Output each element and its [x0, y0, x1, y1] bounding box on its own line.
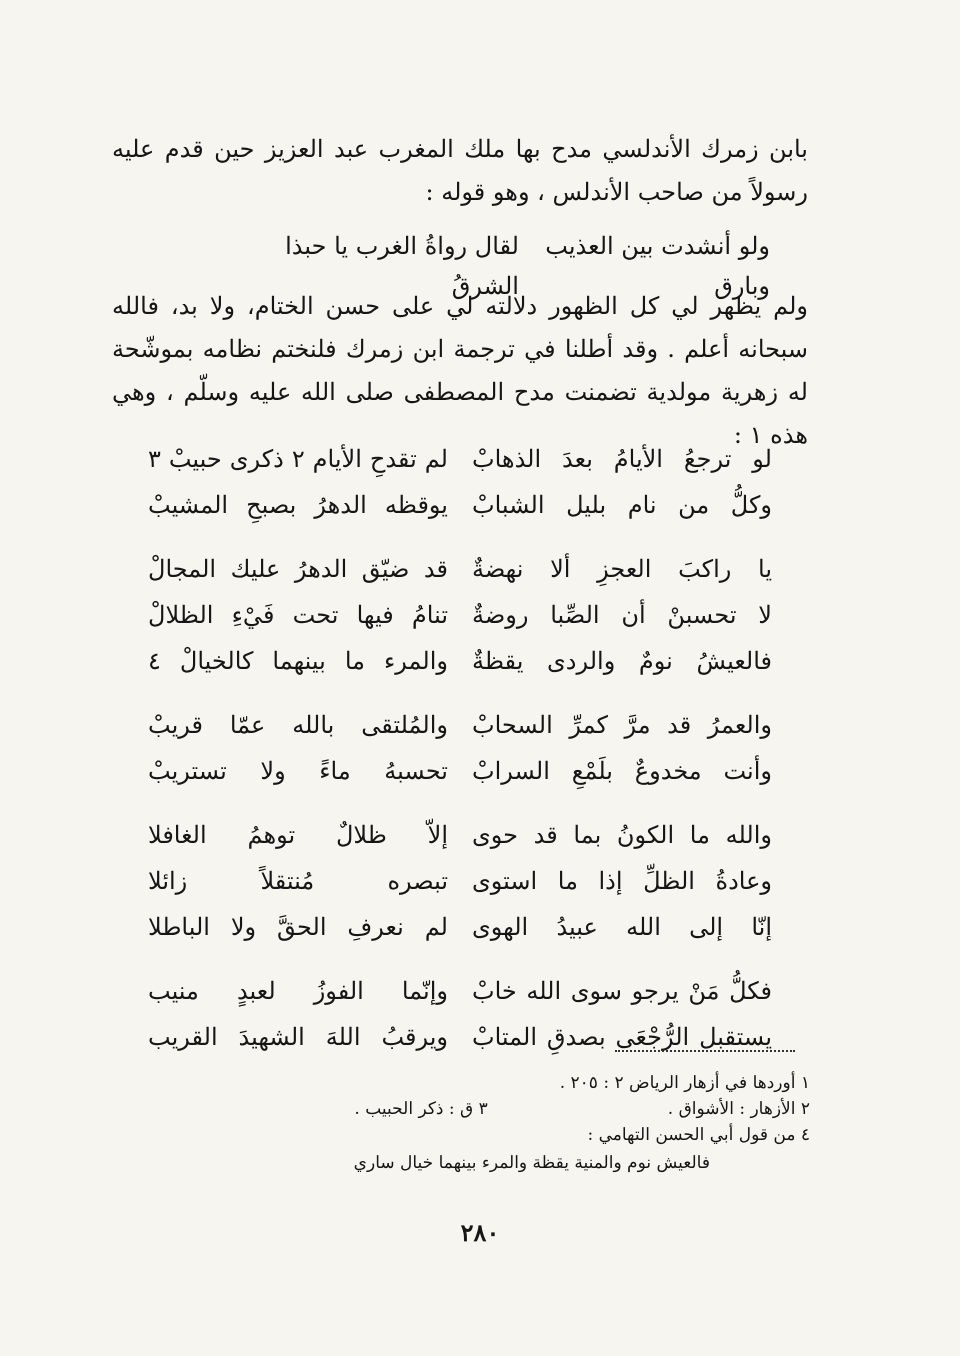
poem-line: [148, 638, 772, 684]
footnote-divider: [615, 1050, 795, 1052]
footnote-2-text: ٢ الأزهار : الأشواق .: [667, 1099, 810, 1119]
hemistich-first: والله ما الكونُ بما قد حوى: [472, 821, 772, 849]
hemistich-second: تبصره مُنتقلاً زائلا: [148, 867, 448, 895]
stanza-5: [148, 968, 772, 1060]
hemistich-second: لم نعرفِ الحقَّ ولا الباطلا: [148, 913, 448, 941]
hemistich-second: يوقظه الدهرُ بصبحِ المشيبْ: [148, 491, 448, 519]
page-number: ٢٨٠: [460, 1218, 500, 1247]
footnote-1: [150, 1070, 810, 1096]
poem-line: [148, 1014, 772, 1060]
hemistich-second: والمُلتقى بالله عمّا قريبْ: [148, 711, 448, 739]
hemistich-second: لم تقدحِ الأيام ٢ ذكرى حبيبْ ٣: [148, 445, 448, 473]
hemistich-first: يا راكبَ العجزِ ألا نهضةٌ: [472, 555, 772, 583]
hemistich-second: تنامُ فيها تحت فَيْءِ الظلالْ: [148, 601, 448, 629]
hemistich-first: وعادةُ الظلِّ إذا ما استوى: [472, 867, 772, 895]
paragraph-intro: بابن زمرك الأندلسي مدح بها ملك المغرب عبد العزيز حين قدم عليه رسولاً من صاحب الأندلس ، وهو قوله :: [112, 135, 808, 206]
hemistich-first: لو ترجعُ الأيامُ بعدَ الذهابْ: [472, 445, 772, 473]
poem-line: [148, 858, 772, 904]
hemistich-first: يستقبل الرُّجْعَى بصدقِ المتابْ: [472, 1023, 772, 1051]
hemistich-first: وأنت مخدوعٌ بلَمْعِ السرابْ: [472, 757, 772, 785]
hemistich-first: والعمرُ قد مرَّ كمرِّ السحابْ: [472, 711, 772, 739]
stanza-1: [148, 436, 772, 528]
stanza-4: [148, 812, 772, 950]
footnote-3-text: ٣ ق : ذكر الحبيب .: [354, 1099, 488, 1119]
footnote-4: [150, 1122, 810, 1148]
poem-line: [148, 748, 772, 794]
intro-verse-second-hemistich: لقال رواةُ الغرب يا حبذا الشرقُ: [285, 232, 519, 300]
poem-line: [148, 968, 772, 1014]
hemistich-first: إنّا إلى الله عبيدُ الهوى: [472, 913, 772, 941]
poem-line: [148, 702, 772, 748]
footnote-1-text: ١ أوردها في أزهار الرياض ٢ : ٢٠٥ .: [559, 1073, 810, 1093]
paragraph-muwashshah-intro: ولم يظهر لي كل الظهور دلالته لي على حسن الختام، ولا بد، فالله سبحانه أعلم . وقد أطلنا في ترجمة ابن زمرك فلنختم نظامه بموشّحة له زهرية مولدية تضمنت مدح المصطفى صلى الله عليه وسلّم ، وهي هذه ١ :: [112, 292, 808, 449]
hemistich-first: وكلُّ من نام بليل الشبابْ: [472, 491, 772, 519]
poem-line: [148, 592, 772, 638]
poem-line: [148, 436, 772, 482]
hemistich-second: إلاّ ظلالٌ توهمُ الغافلا: [148, 821, 448, 849]
stanza-2: [148, 546, 772, 684]
footnote-4-text: ٤ من قول أبي الحسن التهامي :: [587, 1125, 810, 1145]
stanza-3: [148, 702, 772, 794]
hemistich-second: والمرء ما بينهما كالخيالْ ٤: [148, 647, 448, 675]
hemistich-first: فكلُّ مَنْ يرجو سوى الله خابْ: [472, 977, 772, 1005]
footnotes: [150, 1070, 810, 1178]
hemistich-second: ويرقبُ اللهَ الشهيدَ القريب: [148, 1023, 448, 1051]
poem-line: [148, 546, 772, 592]
footnote-row-2-3: [150, 1096, 810, 1122]
poem-line: [148, 812, 772, 858]
hemistich-first: لا تحسبنْ أن الصِّبا روضةٌ: [472, 601, 772, 629]
footnote-4-verse: فالعيش نوم والمنية يقظة والمرء بينهما خيال ساري: [353, 1153, 710, 1173]
hemistich-second: تحسبهُ ماءً ولا تستريبْ: [148, 757, 448, 785]
hemistich-first: فالعيشُ نومٌ والردى يقظةٌ: [472, 647, 772, 675]
hemistich-second: قد ضيّق الدهرُ عليك المجالْ: [148, 555, 448, 583]
muwashshah-poem: [148, 436, 772, 1078]
poem-line: [148, 904, 772, 950]
intro-verse-first-hemistich: ولو أنشدت بين العذيب وبارق: [545, 232, 770, 300]
poem-line: [148, 482, 772, 528]
hemistich-second: وإنّما الفوزُ لعبدٍ منيب: [148, 977, 448, 1005]
